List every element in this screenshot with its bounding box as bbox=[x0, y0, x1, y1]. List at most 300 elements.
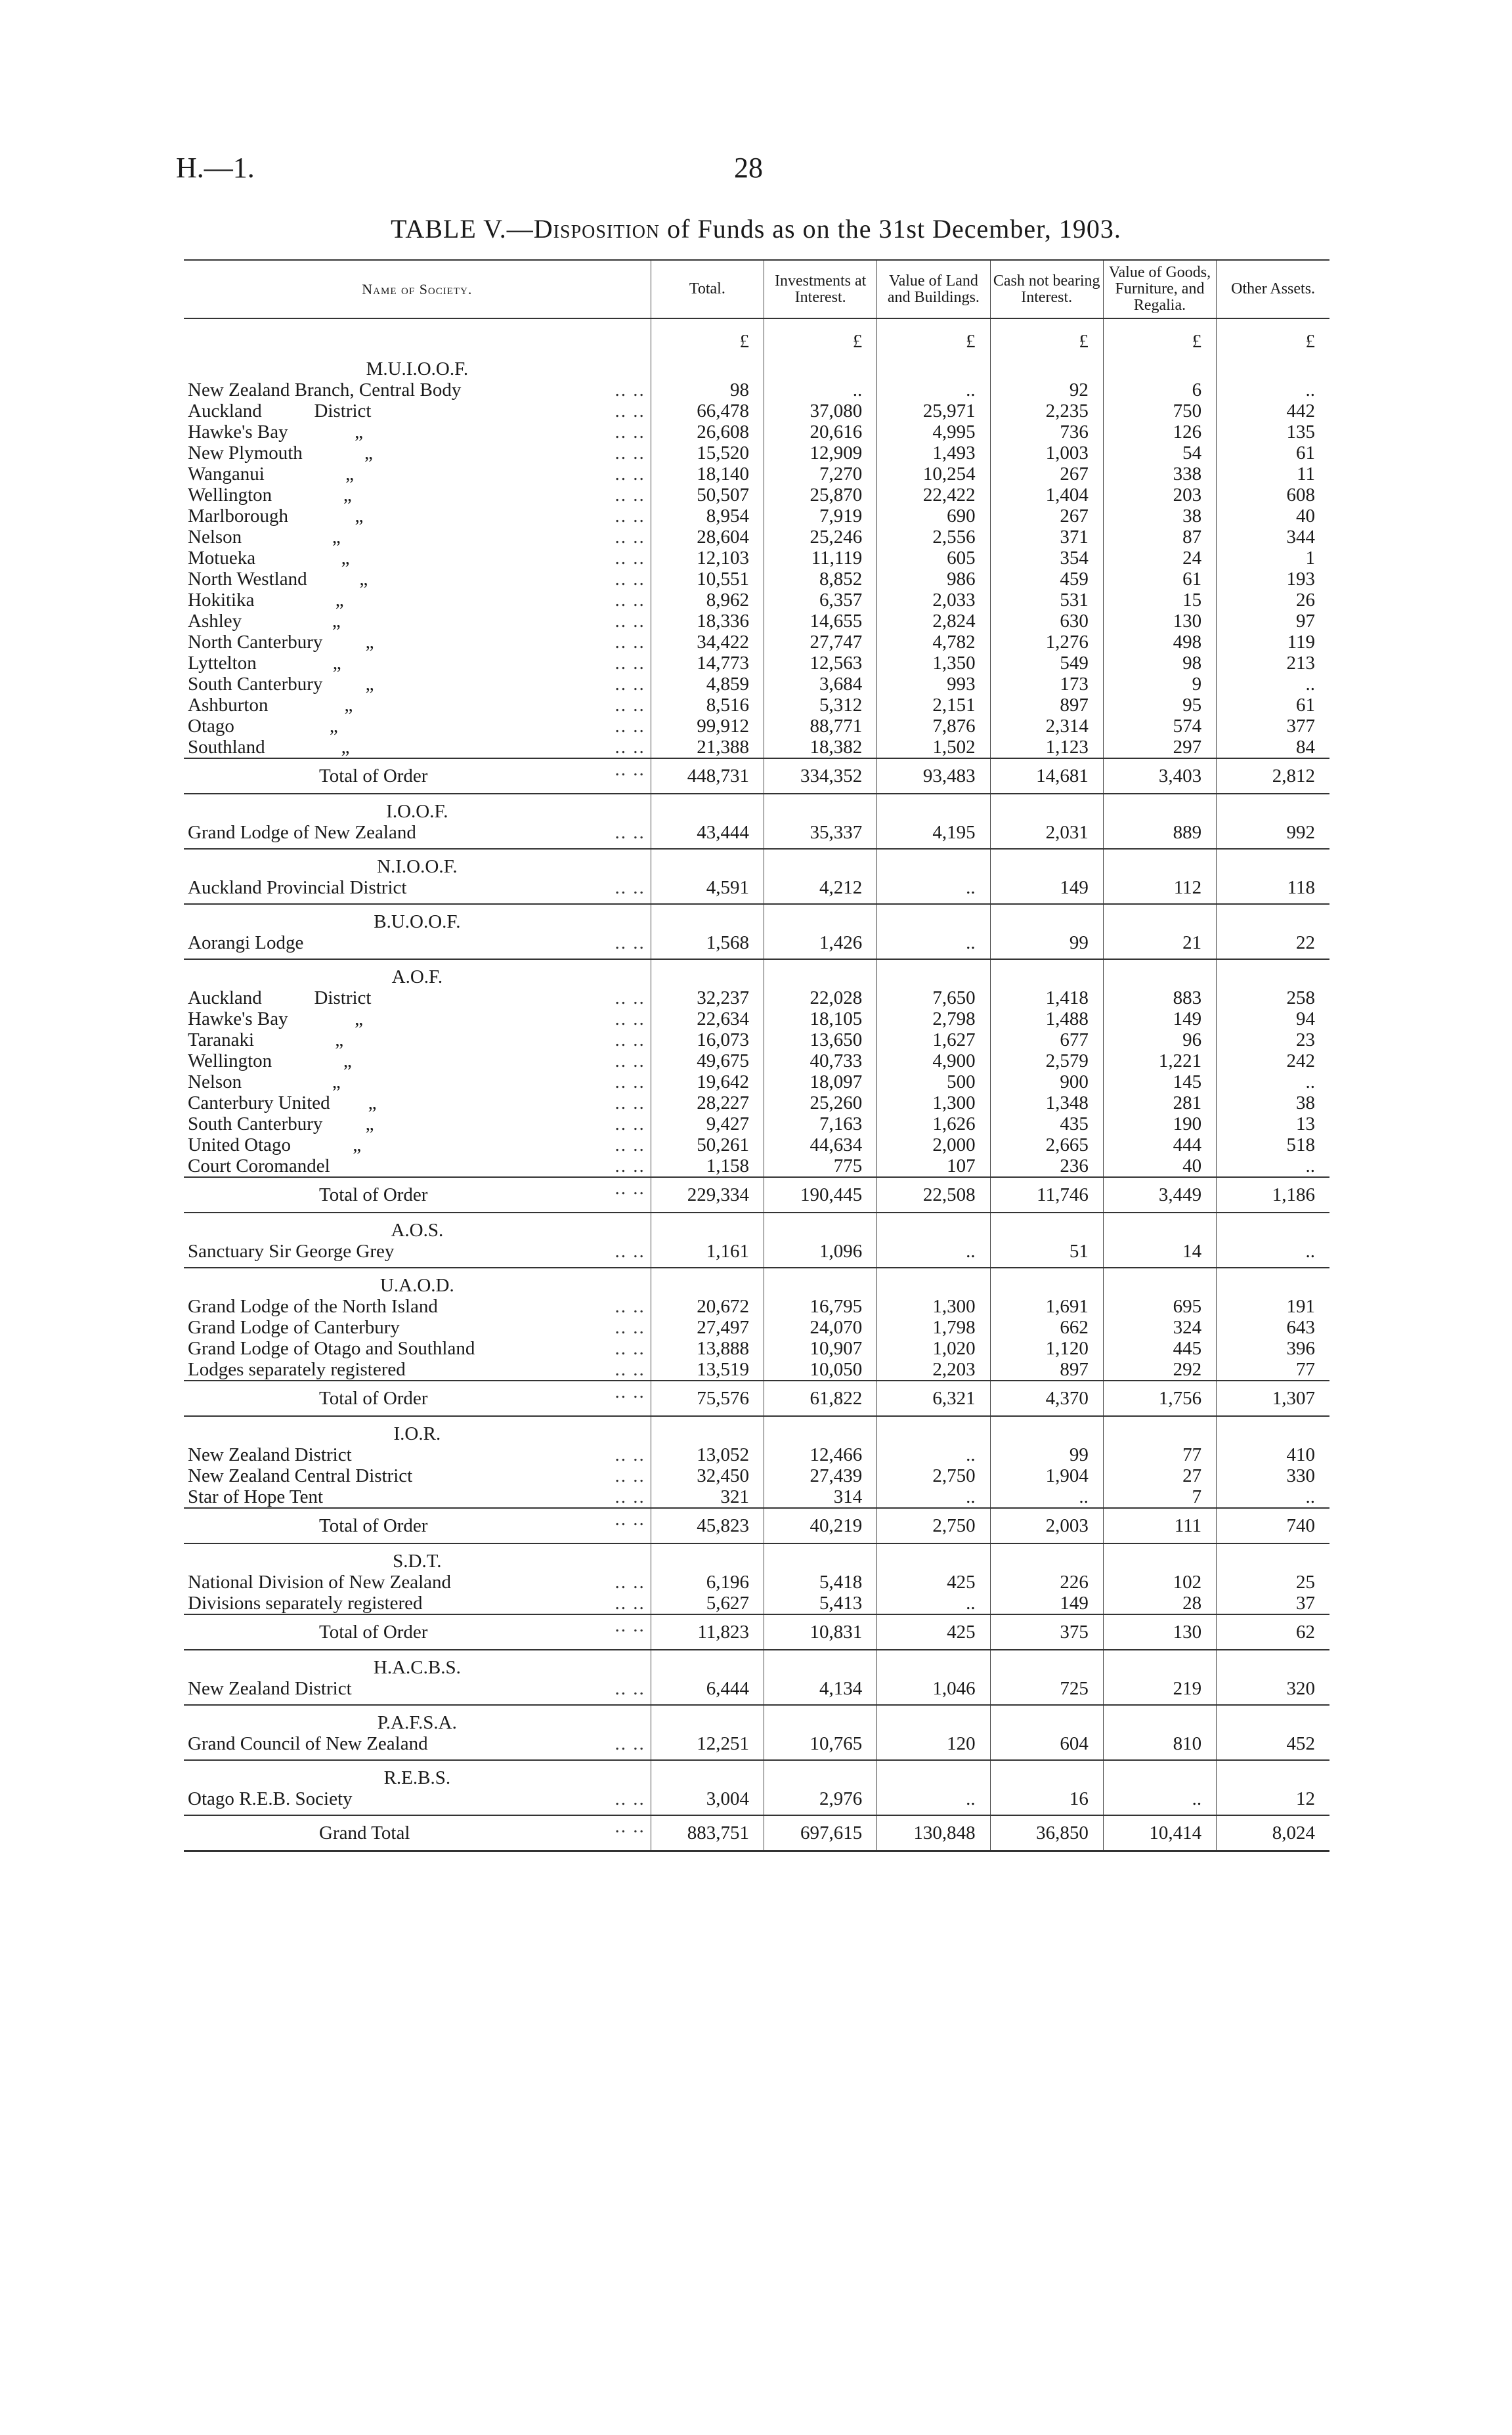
empty-cell bbox=[877, 1650, 990, 1678]
empty-cell bbox=[877, 794, 990, 822]
value-cell: 1,798 bbox=[877, 1317, 990, 1338]
row-label: Nelson „ bbox=[188, 527, 341, 548]
value-cell: 10,254 bbox=[877, 463, 990, 485]
empty-cell bbox=[764, 1213, 877, 1241]
empty-cell bbox=[1217, 1705, 1329, 1733]
value-cell: 1,418 bbox=[990, 987, 1103, 1008]
value-cell: 1,300 bbox=[877, 1092, 990, 1113]
table-row bbox=[184, 1296, 1329, 1317]
value-cell: 190 bbox=[1103, 1113, 1216, 1134]
value-cell: .. bbox=[1217, 674, 1329, 695]
row-label: Marlborough „ bbox=[188, 506, 364, 527]
row-label: Grand Lodge of Otago and Southland bbox=[188, 1338, 475, 1359]
empty-cell bbox=[877, 1760, 990, 1788]
value-cell: 2,556 bbox=[877, 527, 990, 548]
empty-cell bbox=[764, 1650, 877, 1678]
value-cell: 10,831 bbox=[764, 1614, 877, 1650]
value-cell: 13,650 bbox=[764, 1029, 877, 1050]
value-cell: 10,551 bbox=[651, 569, 764, 590]
value-cell: 1,221 bbox=[1103, 1050, 1216, 1071]
value-cell: 16,073 bbox=[651, 1029, 764, 1050]
row-label: Wellington „ bbox=[188, 1050, 352, 1071]
value-cell: 13,888 bbox=[651, 1338, 764, 1359]
value-cell: 2,003 bbox=[990, 1508, 1103, 1543]
value-cell: 3,403 bbox=[1103, 758, 1216, 794]
value-cell: 897 bbox=[990, 1359, 1103, 1381]
value-cell: 213 bbox=[1217, 653, 1329, 674]
value-cell: .. bbox=[877, 877, 990, 904]
value-cell: 1,161 bbox=[651, 1241, 764, 1268]
table-row bbox=[184, 1008, 1329, 1029]
value-cell: 9 bbox=[1103, 674, 1216, 695]
value-cell: 6,357 bbox=[764, 590, 877, 611]
row-label: Canterbury United „ bbox=[188, 1092, 377, 1113]
value-cell: 993 bbox=[877, 674, 990, 695]
value-cell: 775 bbox=[764, 1155, 877, 1177]
value-cell: 267 bbox=[990, 463, 1103, 485]
value-cell: 1,020 bbox=[877, 1338, 990, 1359]
value-cell: 677 bbox=[990, 1029, 1103, 1050]
value-cell: 1,627 bbox=[877, 1029, 990, 1050]
society-heading: B.U.O.O.F. bbox=[374, 911, 461, 932]
value-cell: .. bbox=[877, 932, 990, 959]
row-label: South Canterbury „ bbox=[188, 1113, 374, 1134]
empty-cell bbox=[877, 1705, 990, 1733]
empty-cell bbox=[990, 1268, 1103, 1296]
empty-cell bbox=[1217, 794, 1329, 822]
leader-dots: .. .. bbox=[615, 1465, 645, 1486]
value-cell: 16,795 bbox=[764, 1296, 877, 1317]
empty-cell bbox=[764, 904, 877, 932]
value-cell: 452 bbox=[1217, 1733, 1329, 1760]
leader-dots: .. .. bbox=[615, 1008, 645, 1029]
value-cell: 897 bbox=[990, 695, 1103, 716]
table-row bbox=[184, 1155, 1329, 1177]
value-cell: 20,616 bbox=[764, 421, 877, 442]
row-label: Total of Order bbox=[319, 765, 428, 787]
value-cell: 25,971 bbox=[877, 400, 990, 421]
empty-cell bbox=[764, 1705, 877, 1733]
empty-cell bbox=[651, 1268, 764, 1296]
table-row bbox=[184, 1359, 1329, 1381]
value-cell: 740 bbox=[1217, 1508, 1329, 1543]
value-cell: 5,418 bbox=[764, 1572, 877, 1593]
value-cell: 1,493 bbox=[877, 442, 990, 463]
leader-dots: .. .. bbox=[615, 1816, 645, 1837]
table-row bbox=[184, 653, 1329, 674]
value-cell: 25,870 bbox=[764, 485, 877, 506]
empty-cell bbox=[877, 352, 990, 379]
value-cell: 61,822 bbox=[764, 1381, 877, 1416]
society-heading: N.I.O.O.F. bbox=[377, 856, 458, 877]
value-cell: 35,337 bbox=[764, 822, 877, 849]
value-cell: 377 bbox=[1217, 716, 1329, 737]
society-heading-row bbox=[184, 959, 1329, 987]
value-cell: 50,507 bbox=[651, 485, 764, 506]
value-cell: 51 bbox=[990, 1241, 1103, 1268]
row-label: Auckland Provincial District bbox=[188, 877, 407, 898]
value-cell: 1,691 bbox=[990, 1296, 1103, 1317]
document-reference: H.—1. bbox=[176, 152, 255, 184]
value-cell: 518 bbox=[1217, 1134, 1329, 1155]
value-cell: 25,246 bbox=[764, 527, 877, 548]
value-cell: 236 bbox=[990, 1155, 1103, 1177]
society-heading: S.D.T. bbox=[393, 1551, 442, 1572]
value-cell: 40,219 bbox=[764, 1508, 877, 1543]
value-cell: 226 bbox=[990, 1572, 1103, 1593]
col-header-total: Total. bbox=[651, 260, 764, 318]
leader-dots: .. .. bbox=[615, 611, 645, 632]
table-row bbox=[184, 1572, 1329, 1593]
title-main: TABLE V.— bbox=[391, 214, 534, 244]
grand-total-row bbox=[184, 1815, 1329, 1851]
col-header-cash: Cash not bearing Interest. bbox=[990, 260, 1103, 318]
value-cell: 531 bbox=[990, 590, 1103, 611]
row-label: Wellington „ bbox=[188, 485, 352, 506]
row-label: Hawke's Bay „ bbox=[188, 421, 363, 442]
empty-cell bbox=[1103, 1650, 1216, 1678]
society-heading: I.O.R. bbox=[393, 1423, 441, 1444]
row-label: Otago „ bbox=[188, 716, 338, 737]
society-heading-row bbox=[184, 352, 1329, 379]
society-heading: P.A.F.S.A. bbox=[377, 1712, 457, 1733]
society-heading-row bbox=[184, 1650, 1329, 1678]
leader-dots: .. .. bbox=[615, 1615, 645, 1636]
value-cell: 2,824 bbox=[877, 611, 990, 632]
empty-cell bbox=[651, 1760, 764, 1788]
value-cell: 7,919 bbox=[764, 506, 877, 527]
value-cell: 750 bbox=[1103, 400, 1216, 421]
society-heading-row bbox=[184, 794, 1329, 822]
value-cell: 34,422 bbox=[651, 632, 764, 653]
value-cell: 1,123 bbox=[990, 737, 1103, 758]
value-cell: 18,382 bbox=[764, 737, 877, 758]
leader-dots: .. .. bbox=[615, 1296, 645, 1317]
value-cell: 191 bbox=[1217, 1296, 1329, 1317]
value-cell: 425 bbox=[877, 1614, 990, 1650]
table-row bbox=[184, 1113, 1329, 1134]
value-cell: 99 bbox=[990, 1444, 1103, 1465]
value-cell: 14 bbox=[1103, 1241, 1216, 1268]
value-cell: 6 bbox=[1103, 379, 1216, 400]
value-cell: 662 bbox=[990, 1317, 1103, 1338]
value-cell: 281 bbox=[1103, 1092, 1216, 1113]
value-cell: 11,746 bbox=[990, 1177, 1103, 1213]
value-cell: 10,907 bbox=[764, 1338, 877, 1359]
value-cell: 2,000 bbox=[877, 1134, 990, 1155]
total-row bbox=[184, 1508, 1329, 1543]
leader-dots: .. .. bbox=[615, 590, 645, 611]
value-cell: 96 bbox=[1103, 1029, 1216, 1050]
empty-cell bbox=[1217, 1650, 1329, 1678]
value-cell: 6,444 bbox=[651, 1678, 764, 1705]
value-cell: .. bbox=[1217, 1486, 1329, 1508]
table-row bbox=[184, 1050, 1329, 1071]
value-cell: 8,954 bbox=[651, 506, 764, 527]
row-label: New Zealand Branch, Central Body bbox=[188, 379, 462, 400]
value-cell: 3,449 bbox=[1103, 1177, 1216, 1213]
society-heading-row bbox=[184, 904, 1329, 932]
row-label: Aorangi Lodge bbox=[188, 932, 304, 953]
table-row bbox=[184, 1593, 1329, 1614]
value-cell: 4,900 bbox=[877, 1050, 990, 1071]
empty-cell bbox=[651, 794, 764, 822]
empty-cell bbox=[1217, 1760, 1329, 1788]
value-cell: 14,655 bbox=[764, 611, 877, 632]
table-row bbox=[184, 379, 1329, 400]
value-cell: 10,765 bbox=[764, 1733, 877, 1760]
value-cell: 608 bbox=[1217, 485, 1329, 506]
value-cell: 193 bbox=[1217, 569, 1329, 590]
row-label: Total of Order bbox=[319, 1388, 428, 1409]
row-label: South Canterbury „ bbox=[188, 674, 374, 695]
value-cell: 736 bbox=[990, 421, 1103, 442]
value-cell: .. bbox=[877, 1486, 990, 1508]
row-label: Grand Council of New Zealand bbox=[188, 1733, 428, 1754]
value-cell: 12,909 bbox=[764, 442, 877, 463]
empty-cell bbox=[651, 904, 764, 932]
empty-cell bbox=[1103, 904, 1216, 932]
leader-dots: .. .. bbox=[615, 716, 645, 737]
table-row bbox=[184, 1733, 1329, 1760]
value-cell: 396 bbox=[1217, 1338, 1329, 1359]
leader-dots: .. .. bbox=[615, 1338, 645, 1359]
leader-dots: .. .. bbox=[615, 1593, 645, 1614]
value-cell: 26 bbox=[1217, 590, 1329, 611]
value-cell: 12,466 bbox=[764, 1444, 877, 1465]
value-cell: .. bbox=[1217, 379, 1329, 400]
leader-dots: .. .. bbox=[615, 442, 645, 463]
value-cell: 126 bbox=[1103, 421, 1216, 442]
funds-table bbox=[184, 259, 1329, 1852]
value-cell: 36,850 bbox=[990, 1815, 1103, 1851]
table-row bbox=[184, 1317, 1329, 1338]
value-cell: 442 bbox=[1217, 400, 1329, 421]
table-row bbox=[184, 987, 1329, 1008]
empty-cell bbox=[651, 1213, 764, 1241]
value-cell: 330 bbox=[1217, 1465, 1329, 1486]
empty-cell bbox=[764, 1416, 877, 1444]
value-cell: 32,237 bbox=[651, 987, 764, 1008]
society-heading-row bbox=[184, 1760, 1329, 1788]
empty-cell bbox=[990, 352, 1103, 379]
value-cell: 149 bbox=[990, 877, 1103, 904]
leader-dots: .. .. bbox=[615, 421, 645, 442]
value-cell: 13 bbox=[1217, 1113, 1329, 1134]
value-cell: 111 bbox=[1103, 1508, 1216, 1543]
row-label: Divisions separately registered bbox=[188, 1593, 423, 1614]
row-label: Ashley „ bbox=[188, 611, 341, 632]
value-cell: 130 bbox=[1103, 1614, 1216, 1650]
empty-cell bbox=[1217, 352, 1329, 379]
value-cell: 27,439 bbox=[764, 1465, 877, 1486]
value-cell: 630 bbox=[990, 611, 1103, 632]
value-cell: 173 bbox=[990, 674, 1103, 695]
value-cell: 8,516 bbox=[651, 695, 764, 716]
leader-dots: .. .. bbox=[615, 822, 645, 843]
currency-row bbox=[184, 318, 1329, 352]
empty-cell bbox=[651, 1416, 764, 1444]
table-row bbox=[184, 822, 1329, 849]
value-cell: 448,731 bbox=[651, 758, 764, 794]
value-cell: 1,158 bbox=[651, 1155, 764, 1177]
table-row bbox=[184, 400, 1329, 421]
value-cell: 2,033 bbox=[877, 590, 990, 611]
table-row bbox=[184, 442, 1329, 463]
currency-mark: £ bbox=[764, 318, 877, 352]
row-label: Otago R.E.B. Society bbox=[188, 1788, 353, 1809]
value-cell: 900 bbox=[990, 1071, 1103, 1092]
value-cell: 11,823 bbox=[651, 1614, 764, 1650]
table-row bbox=[184, 548, 1329, 569]
value-cell: 1,350 bbox=[877, 653, 990, 674]
leader-dots: .. .. bbox=[615, 1178, 645, 1199]
value-cell: 344 bbox=[1217, 527, 1329, 548]
row-label: Auckland District bbox=[188, 400, 372, 421]
table-row bbox=[184, 1134, 1329, 1155]
table-row bbox=[184, 1444, 1329, 1465]
empty-cell bbox=[1103, 1543, 1216, 1572]
currency-mark: £ bbox=[651, 318, 764, 352]
row-label: New Plymouth „ bbox=[188, 442, 373, 463]
value-cell: 13,519 bbox=[651, 1359, 764, 1381]
value-cell: .. bbox=[877, 1241, 990, 1268]
leader-dots: .. .. bbox=[615, 379, 645, 400]
leader-dots: .. .. bbox=[615, 1029, 645, 1050]
value-cell: 1,120 bbox=[990, 1338, 1103, 1359]
empty-cell bbox=[764, 1268, 877, 1296]
leader-dots: .. .. bbox=[615, 1317, 645, 1338]
leader-dots: .. .. bbox=[615, 737, 645, 758]
value-cell: 26,608 bbox=[651, 421, 764, 442]
value-cell: 87 bbox=[1103, 527, 1216, 548]
table-row bbox=[184, 590, 1329, 611]
value-cell: 258 bbox=[1217, 987, 1329, 1008]
value-cell: 25 bbox=[1217, 1572, 1329, 1593]
value-cell: 49,675 bbox=[651, 1050, 764, 1071]
empty-cell bbox=[651, 352, 764, 379]
empty-cell bbox=[877, 1416, 990, 1444]
empty-cell bbox=[877, 959, 990, 987]
value-cell: 2,235 bbox=[990, 400, 1103, 421]
title-smallcaps: Disposition bbox=[533, 214, 660, 244]
value-cell: 1,426 bbox=[764, 932, 877, 959]
leader-dots: .. .. bbox=[615, 1788, 645, 1809]
value-cell: 2,314 bbox=[990, 716, 1103, 737]
value-cell: 7,163 bbox=[764, 1113, 877, 1134]
table-row bbox=[184, 506, 1329, 527]
table-row bbox=[184, 932, 1329, 959]
value-cell: 45,823 bbox=[651, 1508, 764, 1543]
row-label: Lodges separately registered bbox=[188, 1359, 406, 1380]
society-heading: I.O.O.F. bbox=[386, 801, 448, 822]
row-label: Sanctuary Sir George Grey bbox=[188, 1241, 395, 1262]
value-cell: 10,414 bbox=[1103, 1815, 1216, 1851]
row-label: Hawke's Bay „ bbox=[188, 1008, 363, 1029]
value-cell: .. bbox=[1217, 1155, 1329, 1177]
value-cell: 11 bbox=[1217, 463, 1329, 485]
leader-dots: .. .. bbox=[615, 548, 645, 569]
leader-dots: .. .. bbox=[615, 527, 645, 548]
value-cell: 500 bbox=[877, 1071, 990, 1092]
value-cell: 2,151 bbox=[877, 695, 990, 716]
value-cell: 1,756 bbox=[1103, 1381, 1216, 1416]
currency-mark: £ bbox=[1103, 318, 1216, 352]
value-cell: 37 bbox=[1217, 1593, 1329, 1614]
value-cell: 24,070 bbox=[764, 1317, 877, 1338]
table-row bbox=[184, 877, 1329, 904]
table-body bbox=[184, 318, 1329, 1851]
value-cell: 27,497 bbox=[651, 1317, 764, 1338]
value-cell: 320 bbox=[1217, 1678, 1329, 1705]
empty-cell bbox=[990, 794, 1103, 822]
empty-cell bbox=[651, 1543, 764, 1572]
value-cell: 354 bbox=[990, 548, 1103, 569]
row-label: Taranaki „ bbox=[188, 1029, 344, 1050]
row-label: Hokitika „ bbox=[188, 590, 344, 611]
value-cell: 130,848 bbox=[877, 1815, 990, 1851]
empty-cell bbox=[1217, 1213, 1329, 1241]
total-row bbox=[184, 1614, 1329, 1650]
row-label: Ashburton „ bbox=[188, 695, 353, 716]
currency-mark: £ bbox=[990, 318, 1103, 352]
value-cell: 40,733 bbox=[764, 1050, 877, 1071]
leader-dots: .. .. bbox=[615, 1071, 645, 1092]
value-cell: 40 bbox=[1217, 506, 1329, 527]
total-row bbox=[184, 1177, 1329, 1213]
empty-cell bbox=[1103, 352, 1216, 379]
value-cell: 338 bbox=[1103, 463, 1216, 485]
value-cell: 1,276 bbox=[990, 632, 1103, 653]
society-heading-row bbox=[184, 1268, 1329, 1296]
value-cell: 2,976 bbox=[764, 1788, 877, 1815]
leader-dots: .. .. bbox=[615, 759, 645, 780]
value-cell: 2,750 bbox=[877, 1508, 990, 1543]
value-cell: 7,270 bbox=[764, 463, 877, 485]
row-label: Lyttelton „ bbox=[188, 653, 341, 674]
value-cell: 77 bbox=[1103, 1444, 1216, 1465]
value-cell: 12,563 bbox=[764, 653, 877, 674]
value-cell: 12 bbox=[1217, 1788, 1329, 1815]
empty-cell bbox=[990, 1760, 1103, 1788]
empty-cell bbox=[990, 1650, 1103, 1678]
empty-cell bbox=[764, 1543, 877, 1572]
leader-dots: .. .. bbox=[615, 632, 645, 653]
value-cell: 5,413 bbox=[764, 1593, 877, 1614]
value-cell: 2,031 bbox=[990, 822, 1103, 849]
empty-cell bbox=[877, 1268, 990, 1296]
value-cell: 37,080 bbox=[764, 400, 877, 421]
table-row bbox=[184, 695, 1329, 716]
empty-cell bbox=[764, 352, 877, 379]
value-cell: 102 bbox=[1103, 1572, 1216, 1593]
leader-dots: .. .. bbox=[615, 932, 645, 953]
value-cell: 93,483 bbox=[877, 758, 990, 794]
value-cell: 135 bbox=[1217, 421, 1329, 442]
value-cell: 2,579 bbox=[990, 1050, 1103, 1071]
table-row bbox=[184, 421, 1329, 442]
table-row bbox=[184, 611, 1329, 632]
value-cell: .. bbox=[877, 379, 990, 400]
value-cell: 66,478 bbox=[651, 400, 764, 421]
value-cell: 149 bbox=[990, 1593, 1103, 1614]
empty-cell bbox=[1103, 849, 1216, 877]
value-cell: 40 bbox=[1103, 1155, 1216, 1177]
value-cell: 12,103 bbox=[651, 548, 764, 569]
leader-dots: .. .. bbox=[615, 569, 645, 590]
value-cell: 44,634 bbox=[764, 1134, 877, 1155]
value-cell: 95 bbox=[1103, 695, 1216, 716]
